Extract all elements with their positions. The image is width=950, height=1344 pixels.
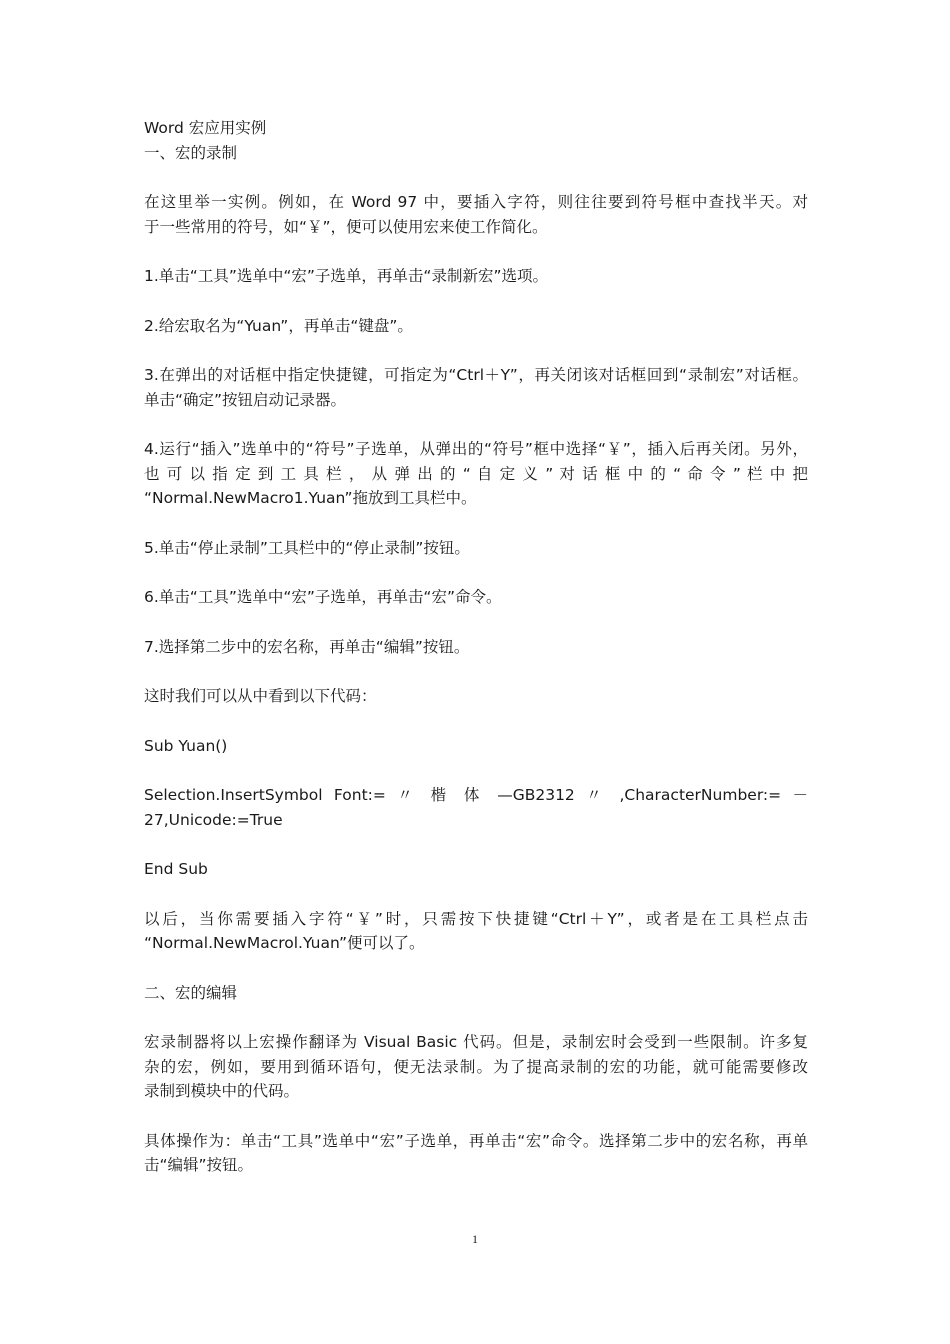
paragraph-line: 于一些常用的符号，如“￥”，便可以使用宏来使工作简化。 bbox=[144, 217, 548, 236]
step-item: 1.单击“工具”选单中“宏”子选单，再单击“录制新宏”选项。 bbox=[144, 267, 548, 285]
paragraph-line: 具体操作为：单击“工具”选单中“宏”子选单，再单击“宏”命令。选择第二步中的宏名称，再单 bbox=[144, 1131, 808, 1150]
paragraph-line: 宏录制器将以上宏操作翻译为 Visual Basic 代码。但是，录制宏时会受到一些限制。许多复 bbox=[144, 1033, 808, 1051]
step-item: 4.运行“插入”选单中的“符号”子选单，从弹出的“符号”框中选择“￥”，插入后再关闭。另外， bbox=[144, 440, 808, 458]
code-line: Sub Yuan() bbox=[144, 736, 228, 755]
step-item: 2.给宏取名为“Yuan”，再单击“键盘”。 bbox=[144, 316, 413, 335]
paragraph-line: 击“编辑”按钮。 bbox=[144, 1156, 254, 1174]
paragraph-line: 以后，当你需要插入字符“￥”时，只需按下快捷键“Ctrl＋Y”，或者是在工具栏点击 bbox=[144, 909, 808, 928]
page-number: 1 bbox=[472, 1232, 478, 1246]
code-line: 27,Unicode:=True bbox=[144, 810, 283, 829]
step-item: 7.选择第二步中的宏名称，再单击“编辑”按钮。 bbox=[144, 637, 470, 656]
section-heading: 一、宏的录制 bbox=[144, 143, 238, 162]
step-item: 也 可 以 指 定 到 工 具 栏 ， 从 弹 出 的 “ 自 定 义 ” 对 话 框 中 的 “ 命 令 ” 栏 中 把 bbox=[144, 464, 808, 483]
code-line: Selection.InsertSymbol Font:= 〃 楷 体 —GB2312 〃 ,CharacterNumber:= － bbox=[144, 786, 808, 804]
step-item: 单击“确定”按钮启动记录器。 bbox=[144, 390, 347, 409]
step-item: 6.单击“工具”选单中“宏”子选单，再单击“宏”命令。 bbox=[144, 588, 502, 606]
step-item: 3.在弹出的对话框中指定快捷键，可指定为“Ctrl＋Y”，再关闭该对话框回到“录制宏”对话框。 bbox=[144, 366, 808, 384]
document-title: Word 宏应用实例 bbox=[144, 119, 267, 137]
paragraph-line: 杂的宏，例如，要用到循环语句，便无法录制。为了提高录制的宏的功能，就可能需要修改 bbox=[144, 1057, 808, 1076]
paragraph-line: 录制到模块中的代码。 bbox=[144, 1082, 300, 1100]
code-line: End Sub bbox=[144, 860, 208, 878]
paragraph-line: 在这里举一实例。例如，在 Word 97 中，要插入字符，则往往要到符号框中查找半天。对 bbox=[144, 193, 808, 211]
section-heading: 二、宏的编辑 bbox=[144, 983, 238, 1002]
step-item: “Normal.NewMacro1.Yuan”拖放到工具栏中。 bbox=[144, 489, 477, 507]
paragraph-line: “Normal.NewMacrol.Yuan”便可以了。 bbox=[144, 934, 425, 952]
step-item: 5.单击“停止录制”工具栏中的“停止录制”按钮。 bbox=[144, 538, 470, 557]
paragraph-line: 这时我们可以从中看到以下代码： bbox=[144, 687, 377, 705]
document-body bbox=[144, 116, 808, 1178]
